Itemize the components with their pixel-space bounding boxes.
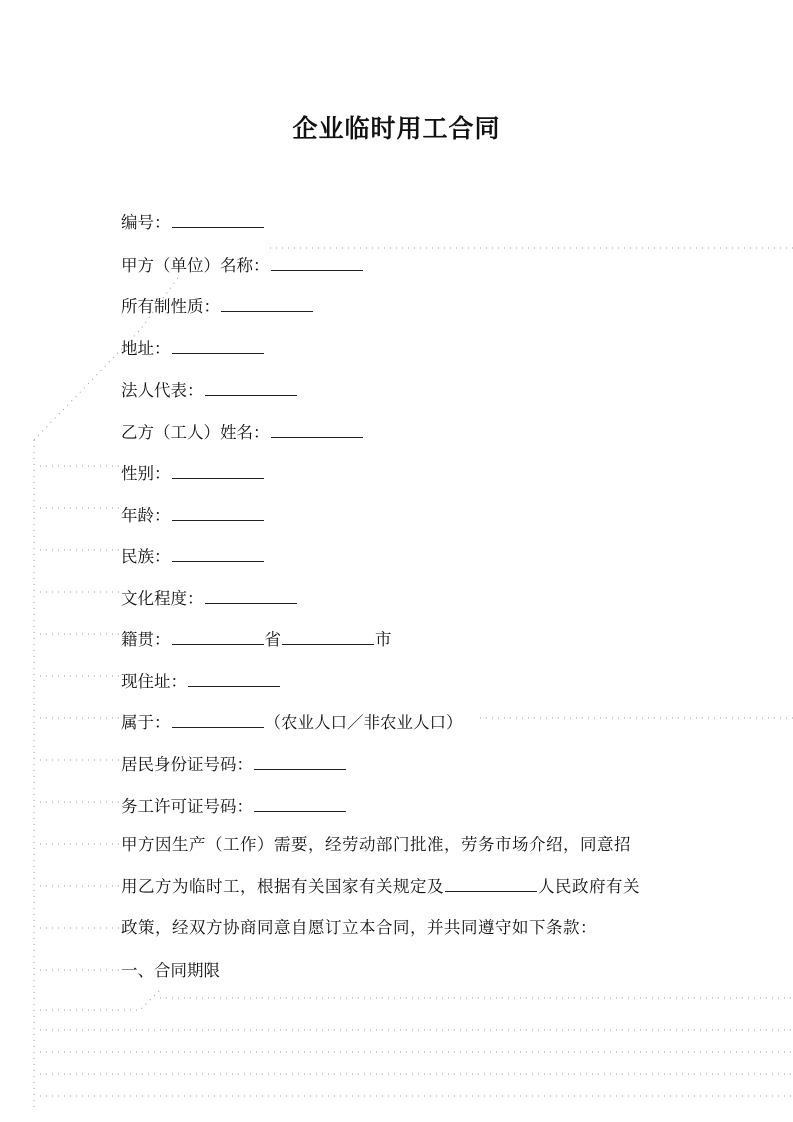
field-current-address [121,668,281,694]
native-place-label: 籍贯： [121,630,171,649]
belongs-to-label: 属于： [121,713,171,732]
address-blank[interactable] [172,335,264,354]
document-title: 企业临时用工合同 [292,114,501,143]
party-a-name-label: 甲方（单位）名称： [121,256,270,275]
age-blank[interactable] [172,502,264,521]
ownership-label: 所有制性质： [121,297,220,316]
party-b-name-blank[interactable] [271,419,363,438]
ethnicity-label: 民族： [121,547,171,566]
city-label: 市 [375,630,392,649]
work-permit-blank[interactable] [254,793,346,812]
province-blank[interactable] [172,626,264,645]
number-label: 编号： [121,213,171,232]
ownership-blank[interactable] [221,293,313,312]
intro-paragraph [121,824,681,949]
education-blank[interactable] [205,585,297,604]
field-gender [121,460,265,486]
province-label: 省 [264,630,281,649]
section-heading-contract-term: 一、合同期限 [121,961,220,980]
party-b-name-label: 乙方（工人）姓名： [121,423,270,442]
current-address-label: 现住址： [121,672,187,691]
field-party-b-name [121,419,364,445]
paragraph-line-2b: 人民政府有关 [538,876,640,896]
government-blank[interactable] [445,873,537,892]
field-ethnicity [121,543,265,569]
field-number [121,209,265,235]
id-number-label: 居民身份证号码： [121,755,253,774]
field-work-permit [121,793,347,819]
education-label: 文化程度： [121,589,204,608]
legal-rep-blank[interactable] [205,377,297,396]
belongs-to-options: （农业人口／非农业人口） [264,713,463,732]
gender-blank[interactable] [172,460,264,479]
paragraph-line-2 [121,866,681,908]
field-legal-rep [121,377,298,403]
paragraph-line-3: 政策，经双方协商同意自愿订立本合同，并共同遵守如下条款： [121,918,597,937]
belongs-to-blank[interactable] [172,709,264,728]
field-education [121,585,298,611]
number-blank[interactable] [172,209,264,228]
field-party-a-name [121,252,364,278]
field-native-place [121,626,392,652]
address-label: 地址： [121,339,171,358]
age-label: 年龄： [121,506,171,525]
field-id-number [121,751,347,777]
field-ownership [121,293,314,319]
work-permit-label: 务工许可证号码： [121,797,253,816]
current-address-blank[interactable] [188,668,280,687]
paragraph-line-2a: 用乙方为临时工，根据有关国家有关规定及 [121,876,444,896]
id-number-blank[interactable] [254,751,346,770]
legal-rep-label: 法人代表： [121,381,204,400]
party-a-name-blank[interactable] [271,252,363,271]
field-address [121,335,265,361]
city-blank[interactable] [282,626,374,645]
gender-label: 性别： [121,464,171,483]
paragraph-line-1: 甲方因生产（工作）需要，经劳动部门批准，劳务市场介绍，同意招 [121,835,631,854]
field-belongs-to [121,709,463,735]
field-age [121,502,265,528]
ethnicity-blank[interactable] [172,543,264,562]
